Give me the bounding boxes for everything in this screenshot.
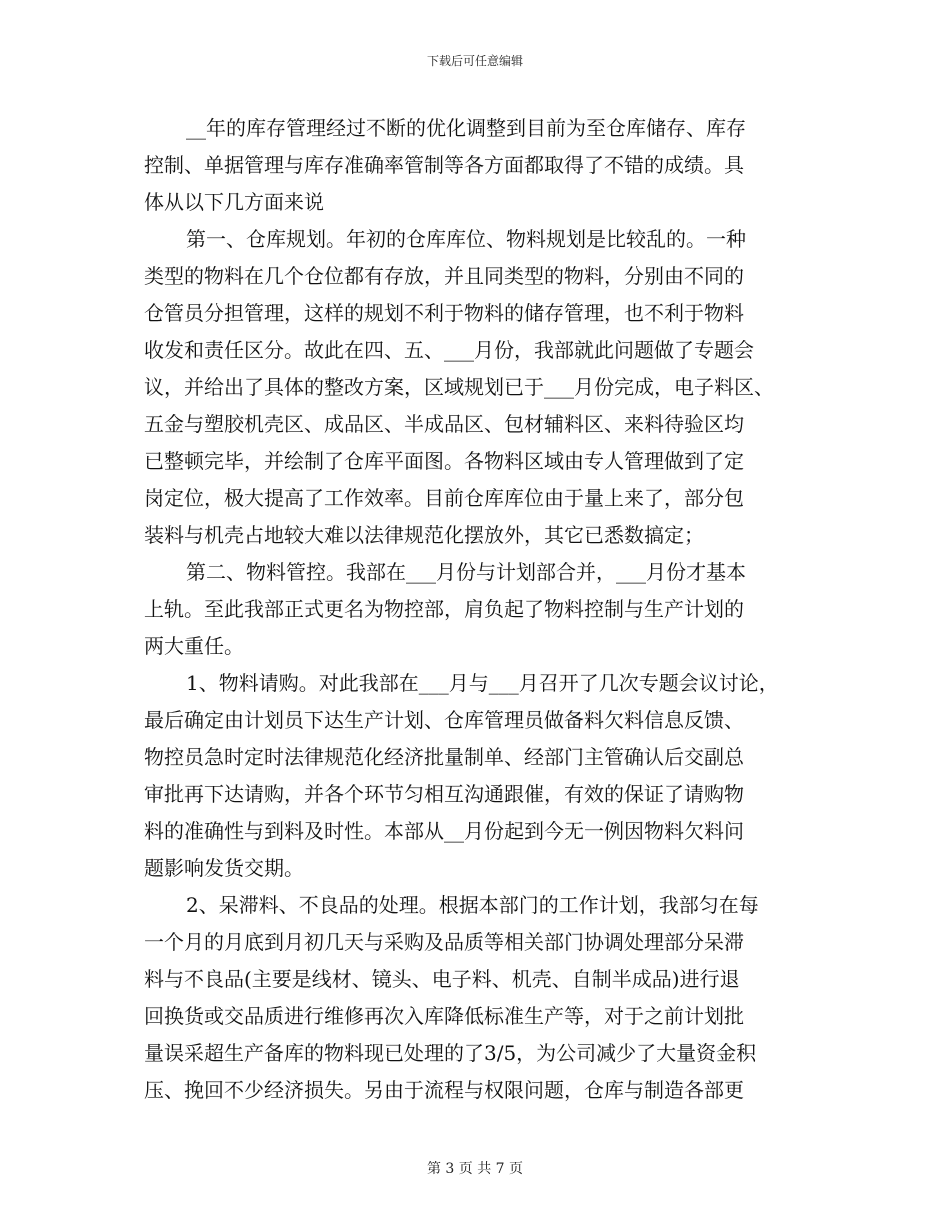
paragraph-line: 题影响发货交期。 (144, 856, 304, 880)
paragraph-line: 装料与机壳占地较大难以法律规范化摆放外，其它已悉数搞定； (144, 523, 704, 547)
paragraph-line: 量误采超生产备库的物料现已处理的了3/5，为公司减少了大量资金积 (144, 1041, 757, 1065)
paragraph-line: 压、挽回不少经济损失。另由于流程与权限问题，仓库与制造各部更 (144, 1078, 744, 1102)
paragraph-line: 最后确定由计划员下达生产计划、仓库管理员做备料欠料信息反馈、 (144, 708, 744, 732)
paragraph-line: 第一、仓库规划。年初的仓库库位、物料规划是比较乱的。一种 (186, 227, 746, 251)
paragraph-line: 类型的物料在几个仓位都有存放，并且同类型的物料，分别由不同的 (144, 264, 744, 288)
paragraph-line: 体从以下几方面来说 (144, 190, 324, 214)
paragraph-line: 岗定位，极大提高了工作效率。目前仓库库位由于量上来了，部分包 (144, 486, 744, 510)
paragraph-line: 已整顿完毕，并绘制了仓库平面图。各物料区域由专人管理做到了定 (144, 449, 744, 473)
paragraph-line: 1、物料请购。对此我部在___月与___月召开了几次专题会议讨论， (186, 671, 779, 695)
paragraph-line: 仓管员分担管理，这样的规划不利于物料的储存管理，也不利于物料 (144, 301, 744, 325)
paragraph-line: 第二、物料管控。我部在___月份与计划部合并，___月份才基本 (186, 560, 746, 584)
paragraph-line: 五金与塑胶机壳区、成品区、半成品区、包材辅料区、来料待验区均 (144, 412, 744, 436)
paragraph-line: 一个月的月底到月初几天与采购及品质等相关部门协调处理部分呆滞 (144, 930, 744, 954)
paragraph-line: 物控员急时定时法律规范化经济批量制单、经部门主管确认后交副总 (144, 745, 744, 769)
paragraph-line: 收发和责任区分。故此在四、五、___月份，我部就此问题做了专题会 (144, 338, 754, 362)
paragraph-line: 2、呆滞料、不良品的处理。根据本部门的工作计划，我部匀在每 (186, 893, 759, 917)
page-header: 下载后可任意编辑 (426, 54, 523, 68)
paragraph-line: 审批再下达请购，并各个环节匀相互沟通跟催，有效的保证了请购物 (144, 782, 744, 806)
page-number: 第 3 页 共 7 页 (426, 1161, 524, 1177)
paragraph-line: 料与不良品(主要是线材、镜头、电子料、机壳、自制半成品)进行退 (144, 967, 740, 991)
paragraph-line: __年的库存管理经过不断的优化调整到目前为至仓库储存、库存 (186, 116, 746, 140)
paragraph-line: 料的准确性与到料及时性。本部从__月份起到今无一例因物料欠料问 (144, 819, 744, 843)
paragraph-line: 议，并给出了具体的整改方案，区域规划已于___月份完成，电子料区、 (144, 375, 774, 399)
paragraph-line: 两大重任。 (144, 634, 244, 658)
paragraph-line: 上轨。至此我部正式更名为物控部，肩负起了物料控制与生产计划的 (144, 597, 744, 621)
paragraph-line: 控制、单据管理与库存准确率管制等各方面都取得了不错的成绩。具 (144, 153, 744, 177)
document-body (144, 110, 824, 1109)
paragraph-line: 回换货或交品质进行维修再次入库降低标准生产等，对于之前计划批 (144, 1004, 744, 1028)
